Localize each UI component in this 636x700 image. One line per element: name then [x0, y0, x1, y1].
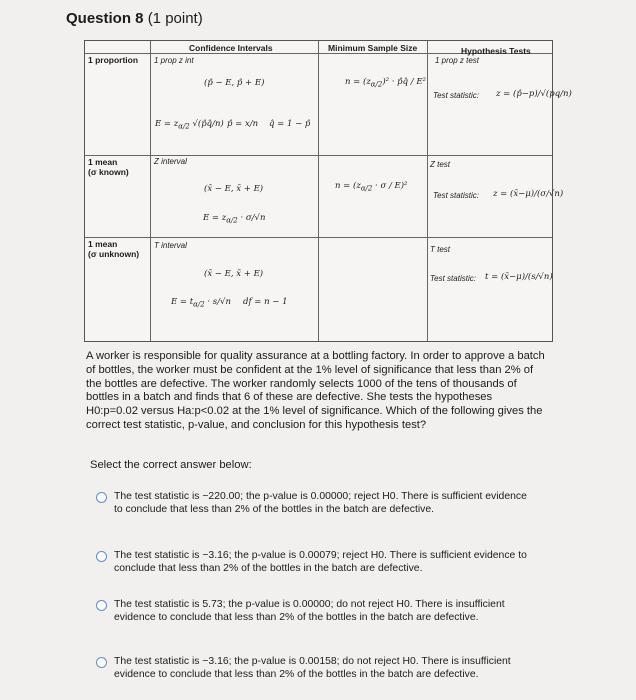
prop-e-formula: $E = z_{\alpha/2}$ √(p̂q̂/n) — [155, 119, 224, 131]
test-name-t: T test — [430, 245, 451, 254]
t-ci-formula: (x̄ − E, x̄ + E) — [204, 269, 264, 279]
formula-table — [84, 40, 572, 342]
radio-button[interactable] — [96, 600, 107, 611]
answer-option-4[interactable]: The test statistic is −3.16; the p-value is 0.00158; do not reject H0. There is insufficient evidence to conclude that less than 2% of the bottles in the batch are defective. — [96, 656, 536, 681]
t-stat-formula: t = (x̄−μ)/(s/√n) — [485, 272, 553, 282]
row-label-1-mean-unknown: 1 mean (σ unknown) — [88, 239, 140, 259]
test-name-prop: 1 prop z test — [435, 56, 480, 65]
header-confidence-intervals: Confidence Intervals — [189, 43, 273, 53]
interval-name-t: T interval — [154, 241, 187, 250]
z-ci-formula: (x̄ − E, x̄ + E) — [204, 184, 264, 194]
z-n-formula: $n = (z_{\alpha/2} \cdot \sigma / E)^2$ — [335, 181, 408, 193]
row-label-1-mean-known: 1 mean (σ known) — [88, 157, 129, 177]
interval-name-prop: 1 prop z int — [154, 56, 194, 65]
prop-ci-formula: (p̂ − E, p̂ + E) — [204, 78, 265, 88]
interval-name-z: Z interval — [154, 157, 187, 166]
radio-button[interactable] — [96, 657, 107, 668]
t-df-formula: df = n − 1 — [243, 297, 288, 307]
answer-option-1[interactable]: The test statistic is −220.00; the p-value is 0.00000; reject H0. There is sufficient evidence to conclude that less than 2% of the bottles in the batch are defective. — [96, 491, 536, 516]
z-test-stat-label: Test statistic: — [433, 191, 479, 200]
radio-button[interactable] — [96, 492, 107, 503]
header-minimum-sample-size: Minimum Sample Size — [328, 43, 418, 53]
select-prompt: Select the correct answer below: — [90, 459, 252, 471]
z-stat-formula: z = (x̄−μ)/(σ/√n) — [493, 189, 564, 199]
question-title: Question 8 (1 point) — [66, 10, 203, 27]
row-label-1-proportion: 1 proportion — [88, 55, 139, 65]
prop-n-formula: $n = (z_{\alpha/2})^2$ · p̂q̂ / E² — [345, 77, 426, 89]
header-hypothesis-tests: Hypothesis Tests — [461, 46, 531, 56]
answer-option-3[interactable]: The test statistic is 5.73; the p-value is 0.00000; do not reject H0. There is insufficient evidence to conclude that less than 2% of the bottles in the batch are defective. — [96, 599, 536, 624]
prop-qhat-formula: q̂ = 1 − p̂ — [269, 119, 311, 129]
test-name-z: Z test — [430, 160, 451, 169]
t-e-formula: $E = t_{\alpha/2} \cdot s/√n$ — [171, 297, 231, 309]
z-e-formula: $E = z_{\alpha/2} \cdot \sigma/√n$ — [203, 213, 266, 225]
prop-test-stat-label: Test statistic: — [433, 91, 479, 100]
question-points: (1 point) — [147, 10, 203, 27]
prop-phat-formula: p̂ = x/n — [227, 119, 259, 129]
prop-z-formula: z = (p̂−p)/√(pq/n) — [496, 89, 572, 99]
question-text: A worker is responsible for quality assurance at a bottling factory. In order to approve a batch of bottles, the worker must be confident at the 1% level of significance that less than 2% of the bottles are defective. The worker randomly selects 1000 of the tens of thousands of bottles in a batch and finds that 6 of these are defective. She tests the hypotheses H0:p=0.02 versus Ha:p<0.02 at the 1% level of significance. Which of the following gives the correct test statistic, p-value, and conclusion for this hypothesis test? — [86, 350, 545, 431]
radio-button[interactable] — [96, 551, 107, 562]
answer-option-2[interactable]: The test statistic is −3.16; the p-value is 0.00079; reject H0. There is sufficient evidence to conclude that less than 2% of the bottles in the batch are defective. — [96, 550, 536, 575]
t-test-stat-label: Test statistic: — [430, 274, 476, 283]
